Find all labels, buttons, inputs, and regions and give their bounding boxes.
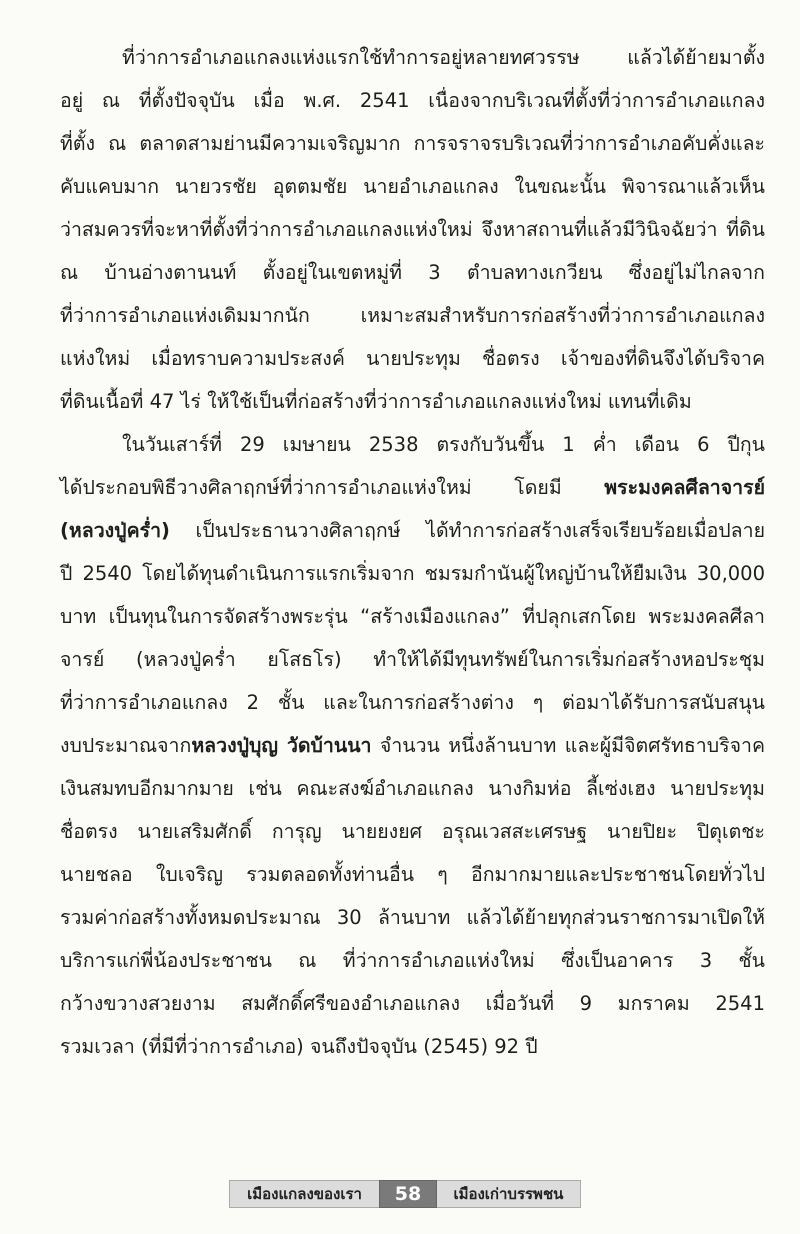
text-line: แห่งใหม่ เมื่อทราบความประสงค์ นายประทุม ชื่อตรง เจ้าของที่ดินจึงได้บริจาค [60,347,765,370]
text-line: จารย์ (หลวงปู่คร่ำ ยโสธโร) ทำให้ได้มีทุนทรัพย์ในการเริ่มก่อสร้างหอประชุม [60,648,765,671]
paragraph-2 [60,423,765,1068]
bold-name: หลวงปู่บุญ วัดบ้านนา [191,734,372,757]
text-line: รวมค่าก่อสร้างทั้งหมดประมาณ 30 ล้านบาท แล้วได้ย้ายทุกส่วนราชการมาเปิดให้ [60,906,765,929]
page-footer [229,1180,581,1208]
text-line: กว้างขวางสวยงาม สมศักดิ์ศรีของอำเภอแกลง เมื่อวันที่ 9 มกราคม 2541 [60,992,765,1015]
text-line: ชื่อตรง นายเสริมศักดิ์ การุญ นายยงยศ อรุณเวสสะเศรษฐ นายปิยะ ปิตุเตชะ [60,820,765,843]
text-line: ที่ว่าการอำเภอแห่งเดิมมากนัก เหมาะสมสำหรับการก่อสร้างที่ว่าการอำเภอแกลง [60,304,765,327]
document-page [60,36,765,1068]
text-line: ปี 2540 โดยได้ทุนดำเนินการแรกเริ่มจาก ชมรมกำนันผู้ใหญ่บ้านให้ยืมเงิน 30,000 [60,562,765,585]
page-number: 58 [379,1180,437,1208]
text-line: ณ บ้านอ่างตานนท์ ตั้งอยู่ในเขตหมู่ที่ 3 ตำบลทางเกวียน ซึ่งอยู่ไม่ไกลจาก [60,261,765,284]
text-line: ว่าสมควรที่จะหาที่ตั้งที่ว่าการอำเภอแกลงแห่งใหม่ จึงหาสถานที่แล้วมีวินิจฉัยว่า ที่ดิน [60,218,765,241]
text-line: นายชลอ ใบเจริญ รวมตลอดทั้งท่านอื่น ๆ อีกมากมายและประชาชนโดยทั่วไป [60,863,765,886]
footer-chapter-title: เมืองเก่าบรรพชน [437,1180,581,1208]
text-line: ที่ว่าการอำเภอแกลง 2 ชั้น และในการก่อสร้างต่าง ๆ ต่อมาได้รับการสนับสนุน [60,691,765,714]
text-segment: จำนวน หนึ่งล้านบาท และผู้มีจิตศรัทธาบริจาค [371,734,765,757]
text-line: ในวันเสาร์ที่ 29 เมษายน 2538 ตรงกับวันขึ้น 1 ค่ำ เดือน 6 ปีกุน [122,433,765,456]
bold-name: (หลวงปู่คร่ำ) [60,519,170,542]
text-line [60,724,765,767]
text-line [60,509,765,552]
paragraph-1 [60,36,765,423]
text-line: ที่ดินเนื้อที่ 47 ไร่ ให้ใช้เป็นที่ก่อสร้างที่ว่าการอำเภอแกลงแห่งใหม่ แทนที่เดิม [60,390,692,413]
footer-book-title: เมืองแกลงของเรา [229,1180,379,1208]
text-line: เงินสมทบอีกมากมาย เช่น คณะสงฆ์อำเภอแกลง นางกิมห่อ ลี้เซ่งเฮง นายประทุม [60,777,765,800]
text-line: ที่ตั้ง ณ ตลาดสามย่านมีความเจริญมาก การจราจรบริเวณที่ว่าการอำเภอคับคั่งและ [60,132,765,155]
text-line: บริการแก่พี่น้องประชาชน ณ ที่ว่าการอำเภอแห่งใหม่ ซึ่งเป็นอาคาร 3 ชั้น [60,949,765,972]
text-line: ที่ว่าการอำเภอแกลงแห่งแรกใช้ทำการอยู่หลายทศวรรษ แล้วได้ย้ายมาตั้ง [122,46,765,69]
text-line: บาท เป็นทุนในการจัดสร้างพระรุ่น “สร้างเมืองแกลง” ที่ปลุกเสกโดย พระมงคลศีลา [60,605,765,628]
text-line: รวมเวลา (ที่มีที่ว่าการอำเภอ) จนถึงปัจจุบัน (2545) 92 ปี [60,1035,538,1058]
bold-name: พระมงคลศีลาจารย์ [604,476,765,499]
text-segment: ได้ประกอบพิธีวางศิลาฤกษ์ที่ว่าการอำเภอแห่งใหม่ โดยมี [60,476,605,499]
text-segment: เป็นประธานวางศิลาฤกษ์ ได้ทำการก่อสร้างเสร็จเรียบร้อยเมื่อปลาย [169,519,765,542]
text-segment: งบประมาณจาก [60,734,192,757]
text-line: อยู่ ณ ที่ตั้งปัจจุบัน เมื่อ พ.ศ. 2541 เนื่องจากบริเวณที่ตั้งที่ว่าการอำเภอแกลง [60,89,765,112]
text-line [60,466,765,509]
text-line: คับแคบมาก นายวรชัย อุตตมชัย นายอำเภอแกลง ในขณะนั้น พิจารณาแล้วเห็น [60,175,765,198]
